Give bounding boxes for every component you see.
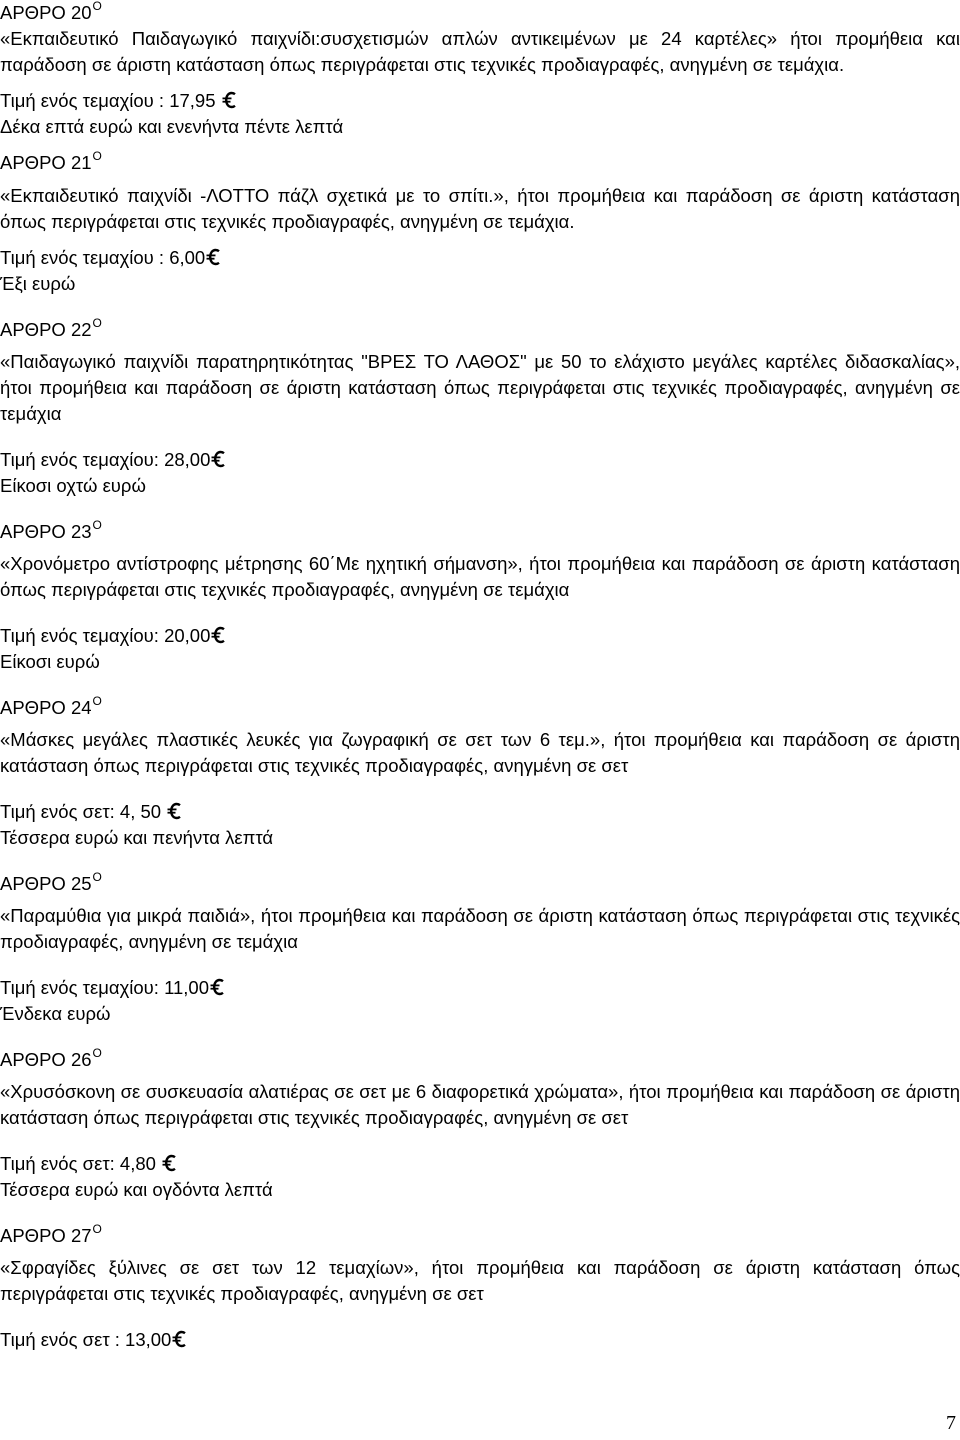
price-line [0,1327,960,1353]
article-heading-text: ΑΡΘΡΟ 21 [0,152,92,173]
article-description: «Παραμύθια για μικρά παιδιά», ήτοι προμήθεια και παράδοση σε άριστη κατάσταση όπως περιγράφεται στις τεχνικές προδιαγραφές, ανηγμένη σε τεμάχια [0,905,960,952]
price-label: Τιμή ενός σετ: 4,80 [0,1153,162,1174]
price-in-words: Δέκα επτά ευρώ και ενενήντα πέντε λεπτά [0,116,344,137]
article-25 [0,871,960,1027]
euro-icon [167,802,182,820]
article-heading-text: ΑΡΘΡΟ 23 [0,521,92,542]
ordinal-marker: Ο [92,0,102,13]
euro-icon [211,626,226,644]
article-heading-text: ΑΡΘΡΟ 25 [0,873,92,894]
article-heading [0,695,960,721]
ordinal-marker: Ο [92,694,102,708]
article-heading [0,1047,960,1073]
euro-icon [162,1154,177,1172]
article-description: «Μάσκες μεγάλες πλαστικές λευκές για ζωγραφική σε σετ των 6 τεμ.», ήτοι προμήθεια και παράδοση σε άριστη κατάσταση όπως περιγράφεται στις τεχνικές προδιαγραφές, ανηγμένη σε σετ [0,729,960,776]
euro-icon [206,248,221,266]
price-line [0,447,960,473]
ordinal-marker: Ο [92,316,102,330]
ordinal-marker: Ο [92,149,102,163]
price-line [0,975,960,1001]
ordinal-marker: Ο [92,518,102,532]
article-22 [0,317,960,499]
article-heading-text: ΑΡΘΡΟ 20 [0,2,92,23]
ordinal-marker: Ο [92,870,102,884]
article-heading-text: ΑΡΘΡΟ 27 [0,1225,92,1246]
article-23 [0,519,960,675]
article-heading [0,519,960,545]
article-heading-text: ΑΡΘΡΟ 22 [0,319,92,340]
price-label: Τιμή ενός τεμαχίου: 20,00 [0,625,211,646]
price-line [0,623,960,649]
price-label: Τιμή ενός σετ : 13,00 [0,1329,172,1350]
article-heading-text: ΑΡΘΡΟ 26 [0,1049,92,1070]
article-heading [0,1223,960,1249]
price-line [0,799,960,825]
article-description: «Παιδαγωγικό παιχνίδι παρατηρητικότητας "ΒΡΕΣ ΤΟ ΛΑΘΟΣ" με 50 το ελάχιστο μεγάλες καρτέλες διδασκαλίας», ήτοι προμήθεια και παράδοση σε άριστη κατάσταση όπως περιγράφεται στις τεχνικές προδιαγραφές, ανηγμένη σε τεμάχια [0,351,960,424]
article-20 [0,0,960,140]
price-in-words: Έξι ευρώ [0,273,76,294]
euro-icon [210,978,225,996]
euro-icon [172,1330,187,1348]
article-description: «Χρυσόσκονη σε συσκευασία αλατιέρας σε σετ με 6 διαφορετικά χρώματα», ήτοι προμήθεια και παράδοση σε άριστη κατάσταση όπως περιγράφεται στις τεχνικές προδιαγραφές, ανηγμένη σε σετ [0,1081,960,1128]
price-label: Τιμή ενός τεμαχίου: 28,00 [0,449,211,470]
price-label: Τιμή ενός τεμαχίου : 17,95 [0,90,221,111]
price-line [0,88,960,114]
price-label: Τιμή ενός τεμαχίου: 11,00 [0,977,209,998]
price-in-words: Είκοσι οχτώ ευρώ [0,475,146,496]
price-in-words: Είκοσι ευρώ [0,651,100,672]
price-label: Τιμή ενός σετ: 4, 50 [0,801,167,822]
euro-icon [211,450,226,468]
article-description: «Εκπαιδευτικό Παιδαγωγικό παιχνίδι:συσχετισμών απλών αντικειμένων με 24 καρτέλες» ήτοι προμήθεια και παράδοση σε άριστη κατάσταση όπως περιγράφεται στις τεχνικές προδιαγραφές, ανηγμένη σε τεμάχια. [0,28,960,75]
article-heading [0,0,960,26]
page-number: 7 [946,1412,956,1434]
article-26 [0,1047,960,1203]
article-heading [0,150,960,176]
price-in-words: Ένδεκα ευρώ [0,1003,111,1024]
price-in-words: Τέσσερα ευρώ και πενήντα λεπτά [0,827,274,848]
article-description: «Εκπαιδευτικό παιχνίδι -ΛΟΤΤΟ πάζλ σχετικά με το σπίτι.», ήτοι προμήθεια και παράδοση σε άριστη κατάσταση όπως περιγράφεται στις τεχνικές προδιαγραφές, ανηγμένη σε τεμάχια. [0,185,960,232]
price-line [0,245,960,271]
article-21 [0,150,960,297]
article-heading-text: ΑΡΘΡΟ 24 [0,697,92,718]
article-description: «Σφραγίδες ξύλινες σε σετ των 12 τεμαχίων», ήτοι προμήθεια και παράδοση σε άριστη κατάσταση όπως περιγράφεται στις τεχνικές προδιαγραφές, ανηγμένη σε σετ [0,1257,960,1304]
ordinal-marker: Ο [92,1222,102,1236]
article-description: «Χρονόμετρο αντίστροφης μέτρησης 60΄Με ηχητική σήμανση», ήτοι προμήθεια και παράδοση σε άριστη κατάσταση όπως περιγράφεται στις τεχνικές προδιαγραφές, ανηγμένη σε τεμάχια [0,553,960,600]
article-heading [0,317,960,343]
price-line [0,1151,960,1177]
ordinal-marker: Ο [92,1046,102,1060]
article-heading [0,871,960,897]
price-label: Τιμή ενός τεμαχίου : 6,00 [0,247,206,268]
price-in-words: Τέσσερα ευρώ και ογδόντα λεπτά [0,1179,273,1200]
euro-icon [222,91,237,109]
article-27 [0,1223,960,1353]
article-24 [0,695,960,851]
